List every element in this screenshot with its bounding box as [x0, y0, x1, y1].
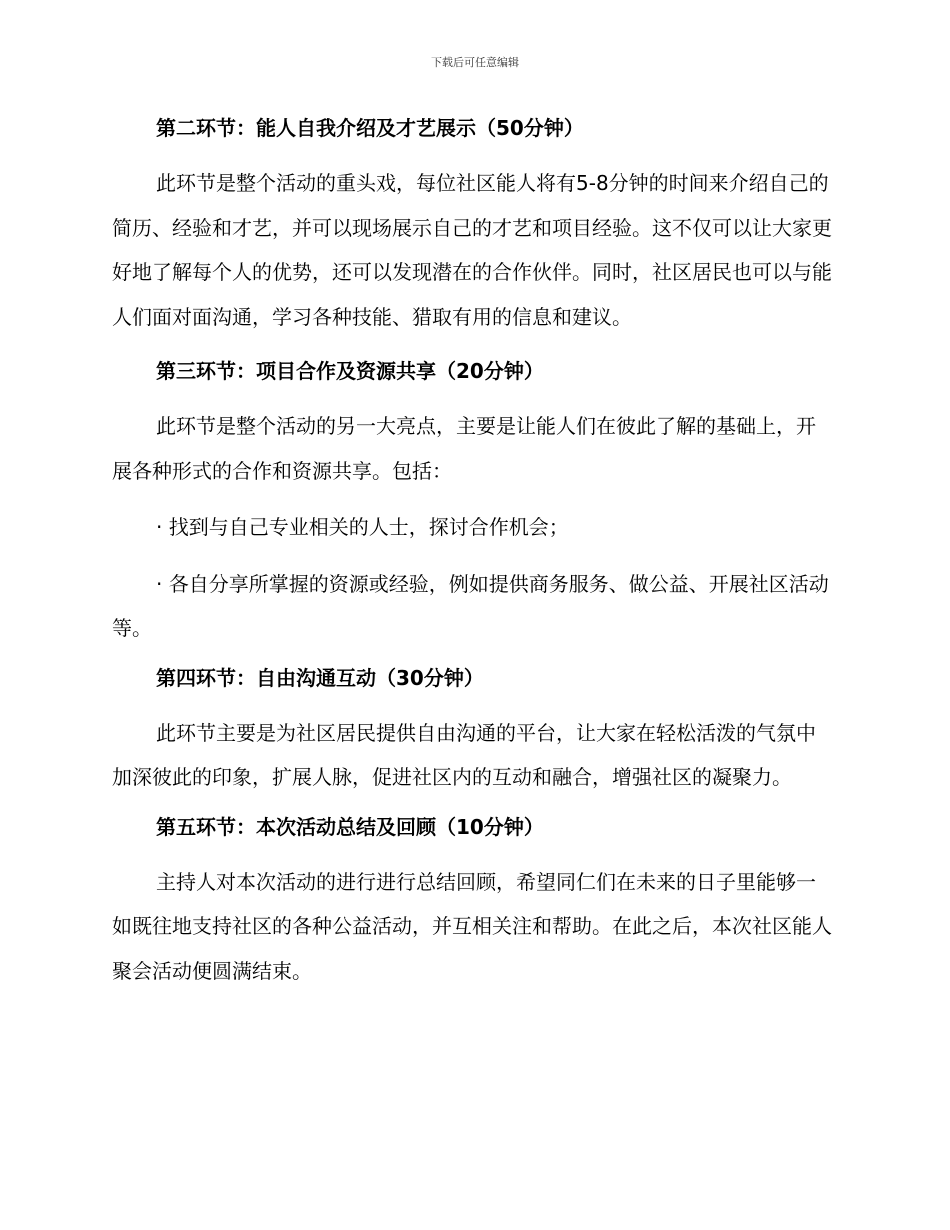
section-heading: 第四环节：自由沟通互动（30分钟）: [156, 665, 484, 690]
section-paragraph: 此环节主要是为社区居民提供自由沟通的平台，让大家在轻松活泼的气氛中加深彼此的印象，扩展人脉，促进社区内的互动和融合，增强社区的凝聚力。: [112, 720, 816, 789]
section-paragraph: 主持人对本次活动的进行进行总结回顾，希望同仁们在未来的日子里能够一如既往地支持社区的各种公益活动，并互相关注和帮助。在此之后，本次社区能人聚会活动便圆满结束。: [112, 869, 832, 983]
section-paragraph: 此环节是整个活动的另一大亮点，主要是让能人们在彼此了解的基础上，开展各种形式的合作和资源共享。包括：: [112, 414, 816, 483]
section-heading: 第三环节：项目合作及资源共享（20分钟）: [156, 359, 544, 383]
section-4: [112, 663, 834, 800]
bullet-item: · 各自分享所掌握的资源或经验，例如提供商务服务、做公益、开展社区活动等。: [112, 571, 829, 640]
section-heading: 第二环节：能人自我介绍及才艺展示（50分钟）: [156, 116, 584, 140]
section-heading: 第五环节：本次活动总结及回顾（10分钟）: [156, 814, 544, 839]
section-5: [112, 812, 834, 994]
page-header: 下载后可任意编辑: [431, 56, 519, 69]
section-paragraph: 此环节是整个活动的重头戏，每位社区能人将有5-8分钟的时间来介绍自己的简历、经验和才艺，并可以现场展示自己的才艺和项目经验。这不仅可以让大家更好地了解每个人的优势，还可以发现潜在的合作伙伴。同时，社区居民也可以与能人们面对面沟通，学习各种技能、猎取有用的信息和建议。: [112, 171, 832, 329]
section-3: [112, 356, 834, 651]
bullet-item: · 找到与自己专业相关的人士，探讨合作机会；: [156, 515, 569, 539]
section-2: [112, 113, 834, 339]
document-body: [112, 113, 834, 1005]
